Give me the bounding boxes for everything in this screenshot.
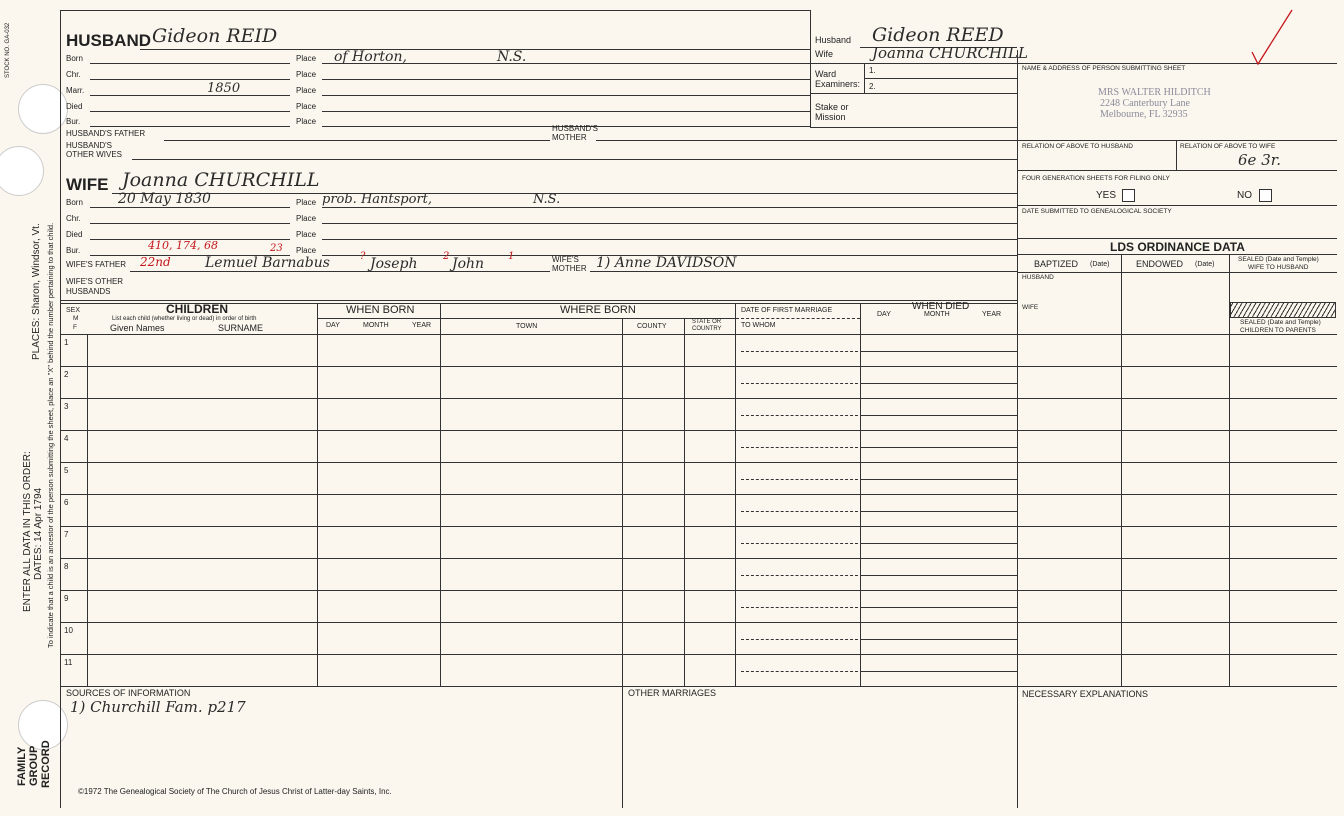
submitter-stamp-line-2: 2248 Canterbury Lane (1100, 98, 1190, 109)
state-label-1: STATE OR (692, 319, 722, 325)
child-died-line (860, 607, 1017, 608)
child-row-number: 8 (64, 562, 69, 571)
right-husband-label: Husband (815, 35, 852, 45)
child-marriage-dash (741, 383, 858, 384)
wife-mother-name: 1) Anne DAVIDSON (596, 255, 737, 271)
red-check-mark (1248, 8, 1298, 68)
child-marriage-dash (741, 671, 858, 672)
no-checkbox[interactable] (1259, 189, 1272, 202)
child-row-line (60, 398, 1337, 399)
wife-bur-place-label: Place (296, 246, 317, 255)
child-died-line (860, 447, 1017, 448)
wife-mother-label-2: MOTHER (552, 264, 587, 273)
husband-born-place: of Horton, (334, 49, 407, 65)
submitter-bottom-line (1017, 140, 1337, 141)
lds-baptized: BAPTIZED (1034, 259, 1079, 269)
child-row-number: 1 (64, 338, 69, 347)
lds-sealed-wife-1: SEALED (Date and Temple) (1238, 256, 1319, 263)
child-row-line (60, 622, 1337, 623)
husband-mother-line (596, 140, 1017, 141)
to-whom-label: TO WHOM (741, 322, 776, 329)
wife-other-husbands-label-1: WIFE'S OTHER (66, 277, 124, 286)
lds-sealed-wife-2: WIFE TO HUSBAND (1248, 264, 1309, 271)
lds-sealed-children-1: SEALED (Date and Temple) (1240, 319, 1321, 326)
child-row-number: 4 (64, 434, 69, 443)
when-born-line (317, 318, 440, 319)
born-year-label: YEAR (412, 322, 432, 329)
child-marriage-dash (741, 607, 858, 608)
child-marriage-dash (741, 415, 858, 416)
wife-father-mark-2: 2 (443, 251, 450, 262)
child-row-number: 7 (64, 530, 69, 539)
husband-born-line (90, 63, 290, 64)
husband-mother-label-1: HUSBAND'S (552, 124, 598, 133)
sex-label: SEX (66, 307, 81, 314)
relation-wife-value: 6e 3r. (1238, 151, 1282, 169)
child-died-line (860, 671, 1017, 672)
lds-title-line (1017, 254, 1337, 255)
husband-died-label: Died (66, 102, 83, 111)
child-died-line (860, 383, 1017, 384)
sex-f-label: F (73, 324, 77, 331)
children-header-bottom (60, 334, 1337, 335)
right-wife-line (810, 63, 1017, 64)
stake-label-2: Mission (815, 112, 846, 122)
sources-label: SOURCES OF INFORMATION (66, 688, 191, 698)
four-gen-bottom-line (1017, 205, 1337, 206)
wife-born-label: Born (66, 198, 83, 207)
child-died-line (860, 639, 1017, 640)
husband-born-state: N.S. (497, 49, 527, 65)
lds-hatched-cell (1230, 302, 1336, 318)
binder-hole-middle (0, 146, 44, 196)
lds-sealed-children-2: CHILDREN TO PARENTS (1240, 327, 1316, 334)
wife-heading: WIFE (66, 175, 109, 194)
date-submitted-bottom-line (1017, 238, 1337, 239)
wife-born-place-label: Place (296, 198, 317, 207)
husband-chr-place-label: Place (296, 70, 317, 79)
first-marriage-dash (736, 318, 860, 319)
submitter-stamp-line-1: MRS WALTER HILDITCH (1098, 87, 1211, 98)
husband-died-place-label: Place (296, 102, 317, 111)
husband-marr-place-line (322, 95, 810, 96)
wife-mother-line (590, 271, 1017, 272)
right-wife-label: Wife (815, 49, 833, 59)
relation-wife-label: RELATION OF ABOVE TO WIFE (1180, 143, 1276, 150)
wife-other-husbands-line (60, 300, 1017, 301)
where-born-label: WHERE BORN (560, 304, 636, 316)
child-died-line (860, 415, 1017, 416)
no-label: NO (1237, 190, 1252, 201)
sources-value: 1) Churchill Fam. p217 (70, 698, 246, 716)
husband-father-label: HUSBAND'S FATHER (66, 129, 146, 138)
husband-chr-line (90, 79, 290, 80)
wife-died-place-line (322, 239, 1017, 240)
wife-father-name: Lemuel Barnabus (205, 255, 330, 271)
husband-name: Gideon REID (152, 25, 278, 47)
child-row-line (60, 590, 1337, 591)
col-sex-divider (87, 334, 88, 686)
husband-other-wives-line (132, 159, 1017, 160)
stake-bottom-line (810, 127, 1017, 128)
children-label: CHILDREN (166, 302, 228, 316)
county-label: COUNTY (637, 323, 667, 330)
child-row-number: 5 (64, 466, 69, 475)
child-marriage-dash (741, 575, 858, 576)
lds-baptized-date: (Date) (1090, 261, 1110, 268)
husband-marr-label: Marr. (66, 86, 85, 95)
form-left-border (60, 10, 61, 808)
wife-father-john: John (452, 256, 485, 272)
child-died-line (860, 575, 1017, 576)
husband-other-wives-label-1: HUSBAND'S (66, 141, 112, 150)
husband-heading: HUSBAND (66, 31, 151, 50)
where-born-line (440, 318, 735, 319)
right-wife-name: Joanna CHURCHILL (872, 44, 1028, 62)
child-died-line (860, 543, 1017, 544)
child-died-line (860, 351, 1017, 352)
wife-father-joseph: Joseph (370, 256, 418, 272)
form-title-line1: FAMILY (16, 746, 28, 786)
submitter-stamp-line-3: Melbourne, FL 32935 (1100, 109, 1188, 120)
child-marriage-dash (741, 351, 858, 352)
col-county-divider (684, 318, 685, 686)
child-died-line (860, 479, 1017, 480)
wife-chr-line (90, 223, 290, 224)
children-note: List each child (whether living or dead) in order of birth (112, 316, 257, 322)
wife-chr-place-label: Place (296, 214, 317, 223)
wife-born-line (90, 207, 290, 208)
relation-husband-label: RELATION OF ABOVE TO HUSBAND (1022, 143, 1133, 150)
examiner-1: 1. (869, 66, 876, 75)
wife-father-mark-3: 1 (508, 251, 515, 262)
died-day-label: DAY (877, 311, 891, 318)
child-row-line (60, 430, 1337, 431)
born-day-label: DAY (326, 322, 340, 329)
husband-chr-label: Chr. (66, 70, 81, 79)
husband-mother-label-2: MOTHER (552, 133, 587, 142)
wife-father-red-note: 410, 174, 68 (148, 239, 218, 252)
other-marriages-label: OTHER MARRIAGES (628, 688, 717, 698)
examiners-bottom-line (810, 93, 1017, 94)
husband-born-place-label: Place (296, 54, 317, 63)
given-names-label: Given Names (110, 323, 165, 333)
husband-born-label: Born (66, 54, 83, 63)
town-label: TOWN (516, 323, 538, 330)
footer-divider (622, 686, 623, 808)
wife-born-place-line (322, 207, 1017, 208)
husband-marr-value: 1850 (207, 81, 241, 96)
yes-label: YES (1096, 190, 1117, 201)
col-town-divider (622, 318, 623, 686)
child-row-number: 3 (64, 402, 69, 411)
husband-bur-line (90, 126, 290, 127)
husband-chr-place-line (322, 79, 810, 80)
wife-born-state: N.S. (533, 192, 561, 207)
lds-title: LDS ORDINANCE DATA (1110, 240, 1245, 254)
wife-died-label: Died (66, 230, 83, 239)
child-row-line (60, 366, 1337, 367)
husband-marr-line (90, 95, 290, 96)
child-row-number: 11 (64, 658, 73, 667)
wife-chr-place-line (322, 223, 1017, 224)
state-label-2: COUNTRY (692, 326, 722, 332)
wife-died-place-label: Place (296, 230, 317, 239)
lds-endowed: ENDOWED (1136, 259, 1183, 269)
enter-all-note: ENTER ALL DATA IN THIS ORDER: (22, 451, 33, 612)
child-row-line (60, 654, 1337, 655)
header-divider (810, 10, 811, 128)
husband-parents-line (164, 140, 550, 141)
wife-born-value: 20 May 1830 (118, 191, 211, 207)
wife-chr-label: Chr. (66, 214, 81, 223)
husband-bur-label: Bur. (66, 117, 81, 126)
relation-bottom-line (1017, 170, 1337, 171)
child-marriage-dash (741, 639, 858, 640)
husband-name-line (140, 49, 810, 50)
husband-other-wives-label-2: OTHER WIVES (66, 150, 123, 159)
form-title-line2: GROUP (28, 745, 40, 786)
four-gen-label: FOUR GENERATION SHEETS FOR FILING ONLY (1022, 175, 1170, 182)
husband-marr-place-label: Place (296, 86, 317, 95)
wife-father-red-note-2: 23 (270, 243, 283, 254)
child-marriage-dash (741, 543, 858, 544)
husband-died-line (90, 111, 290, 112)
wife-name-line (112, 193, 1017, 194)
wife-name: Joanna CHURCHILL (122, 169, 320, 191)
sex-m-label: M (73, 315, 79, 322)
child-marriage-dash (741, 447, 858, 448)
child-died-line (860, 511, 1017, 512)
lds-husband-row: HUSBAND (1022, 274, 1054, 281)
child-marriage-dash (741, 479, 858, 480)
wife-father-prefix: 22nd (140, 255, 171, 269)
husband-died-place-line (322, 111, 810, 112)
husband-born-place-line (322, 63, 810, 64)
wife-father-line (130, 271, 550, 272)
when-born-label: WHEN BORN (346, 304, 415, 316)
ward-label: Ward (815, 69, 837, 79)
places-note: PLACES: Sharon, Windsor, Vt. (31, 223, 42, 360)
right-husband-name: Gideon REED (872, 24, 1004, 46)
wife-other-husbands-label-2: HUSBANDS (66, 287, 111, 296)
yes-checkbox[interactable] (1122, 189, 1135, 202)
submitter-label: NAME & ADDRESS OF PERSON SUBMITTING SHEET (1022, 65, 1186, 72)
surname-label: SURNAME (218, 323, 264, 333)
child-marriage-dash (741, 511, 858, 512)
examiner-2: 2. (869, 82, 876, 91)
copyright: ©1972 The Genealogical Society of The Church of Jesus Christ of Latter-day Saints, Inc. (78, 787, 392, 796)
lds-wife-row: WIFE (1022, 304, 1039, 311)
ancestor-instruction: To indicate that a child is an ancestor of the person submitting the sheet, place an "X" behind the number pertaining to that child. (46, 222, 55, 648)
examiners-label: Examiners: (815, 79, 861, 89)
child-row-number: 2 (64, 370, 69, 379)
child-row-line (60, 558, 1337, 559)
form-top-border (60, 10, 810, 11)
relation-divider (1176, 140, 1177, 170)
lds-endowed-date: (Date) (1195, 261, 1215, 268)
wife-father-label: WIFE'S FATHER (66, 260, 127, 269)
husband-bur-place-label: Place (296, 117, 317, 126)
date-submitted-label: DATE SUBMITTED TO GENEALOGICAL SOCIETY (1022, 208, 1172, 215)
lds-header-line (1017, 272, 1337, 273)
wife-father-mark-1: ? (360, 251, 366, 262)
explanations-label: NECESSARY EXPLANATIONS (1022, 689, 1149, 699)
right-panel-divider (1017, 50, 1018, 808)
wife-mother-label-1: WIFE'S (552, 255, 579, 264)
died-month-label: MONTH (924, 311, 950, 318)
child-row-number: 6 (64, 498, 69, 507)
child-row-number: 10 (64, 626, 73, 635)
child-row-line (60, 494, 1337, 495)
form-title-line3: RECORD (40, 740, 52, 788)
child-row-number: 9 (64, 594, 69, 603)
when-died-label: WHEN DIED (912, 301, 970, 312)
child-row-line (60, 526, 1337, 527)
wife-bur-label: Bur. (66, 246, 81, 255)
examiner-1-line (864, 78, 1017, 79)
dates-note: DATES: 14 Apr 1794 (33, 487, 44, 580)
died-year-label: YEAR (982, 311, 1002, 318)
stock-number: STOCK NO. GA-032 (5, 22, 11, 78)
first-marriage-label: DATE OF FIRST MARRIAGE (741, 307, 833, 314)
stake-label-1: Stake or (815, 102, 849, 112)
footer-top-line (60, 686, 1337, 687)
child-row-line (60, 462, 1337, 463)
wife-born-place: prob. Hantsport, (322, 192, 433, 207)
born-month-label: MONTH (363, 322, 389, 329)
